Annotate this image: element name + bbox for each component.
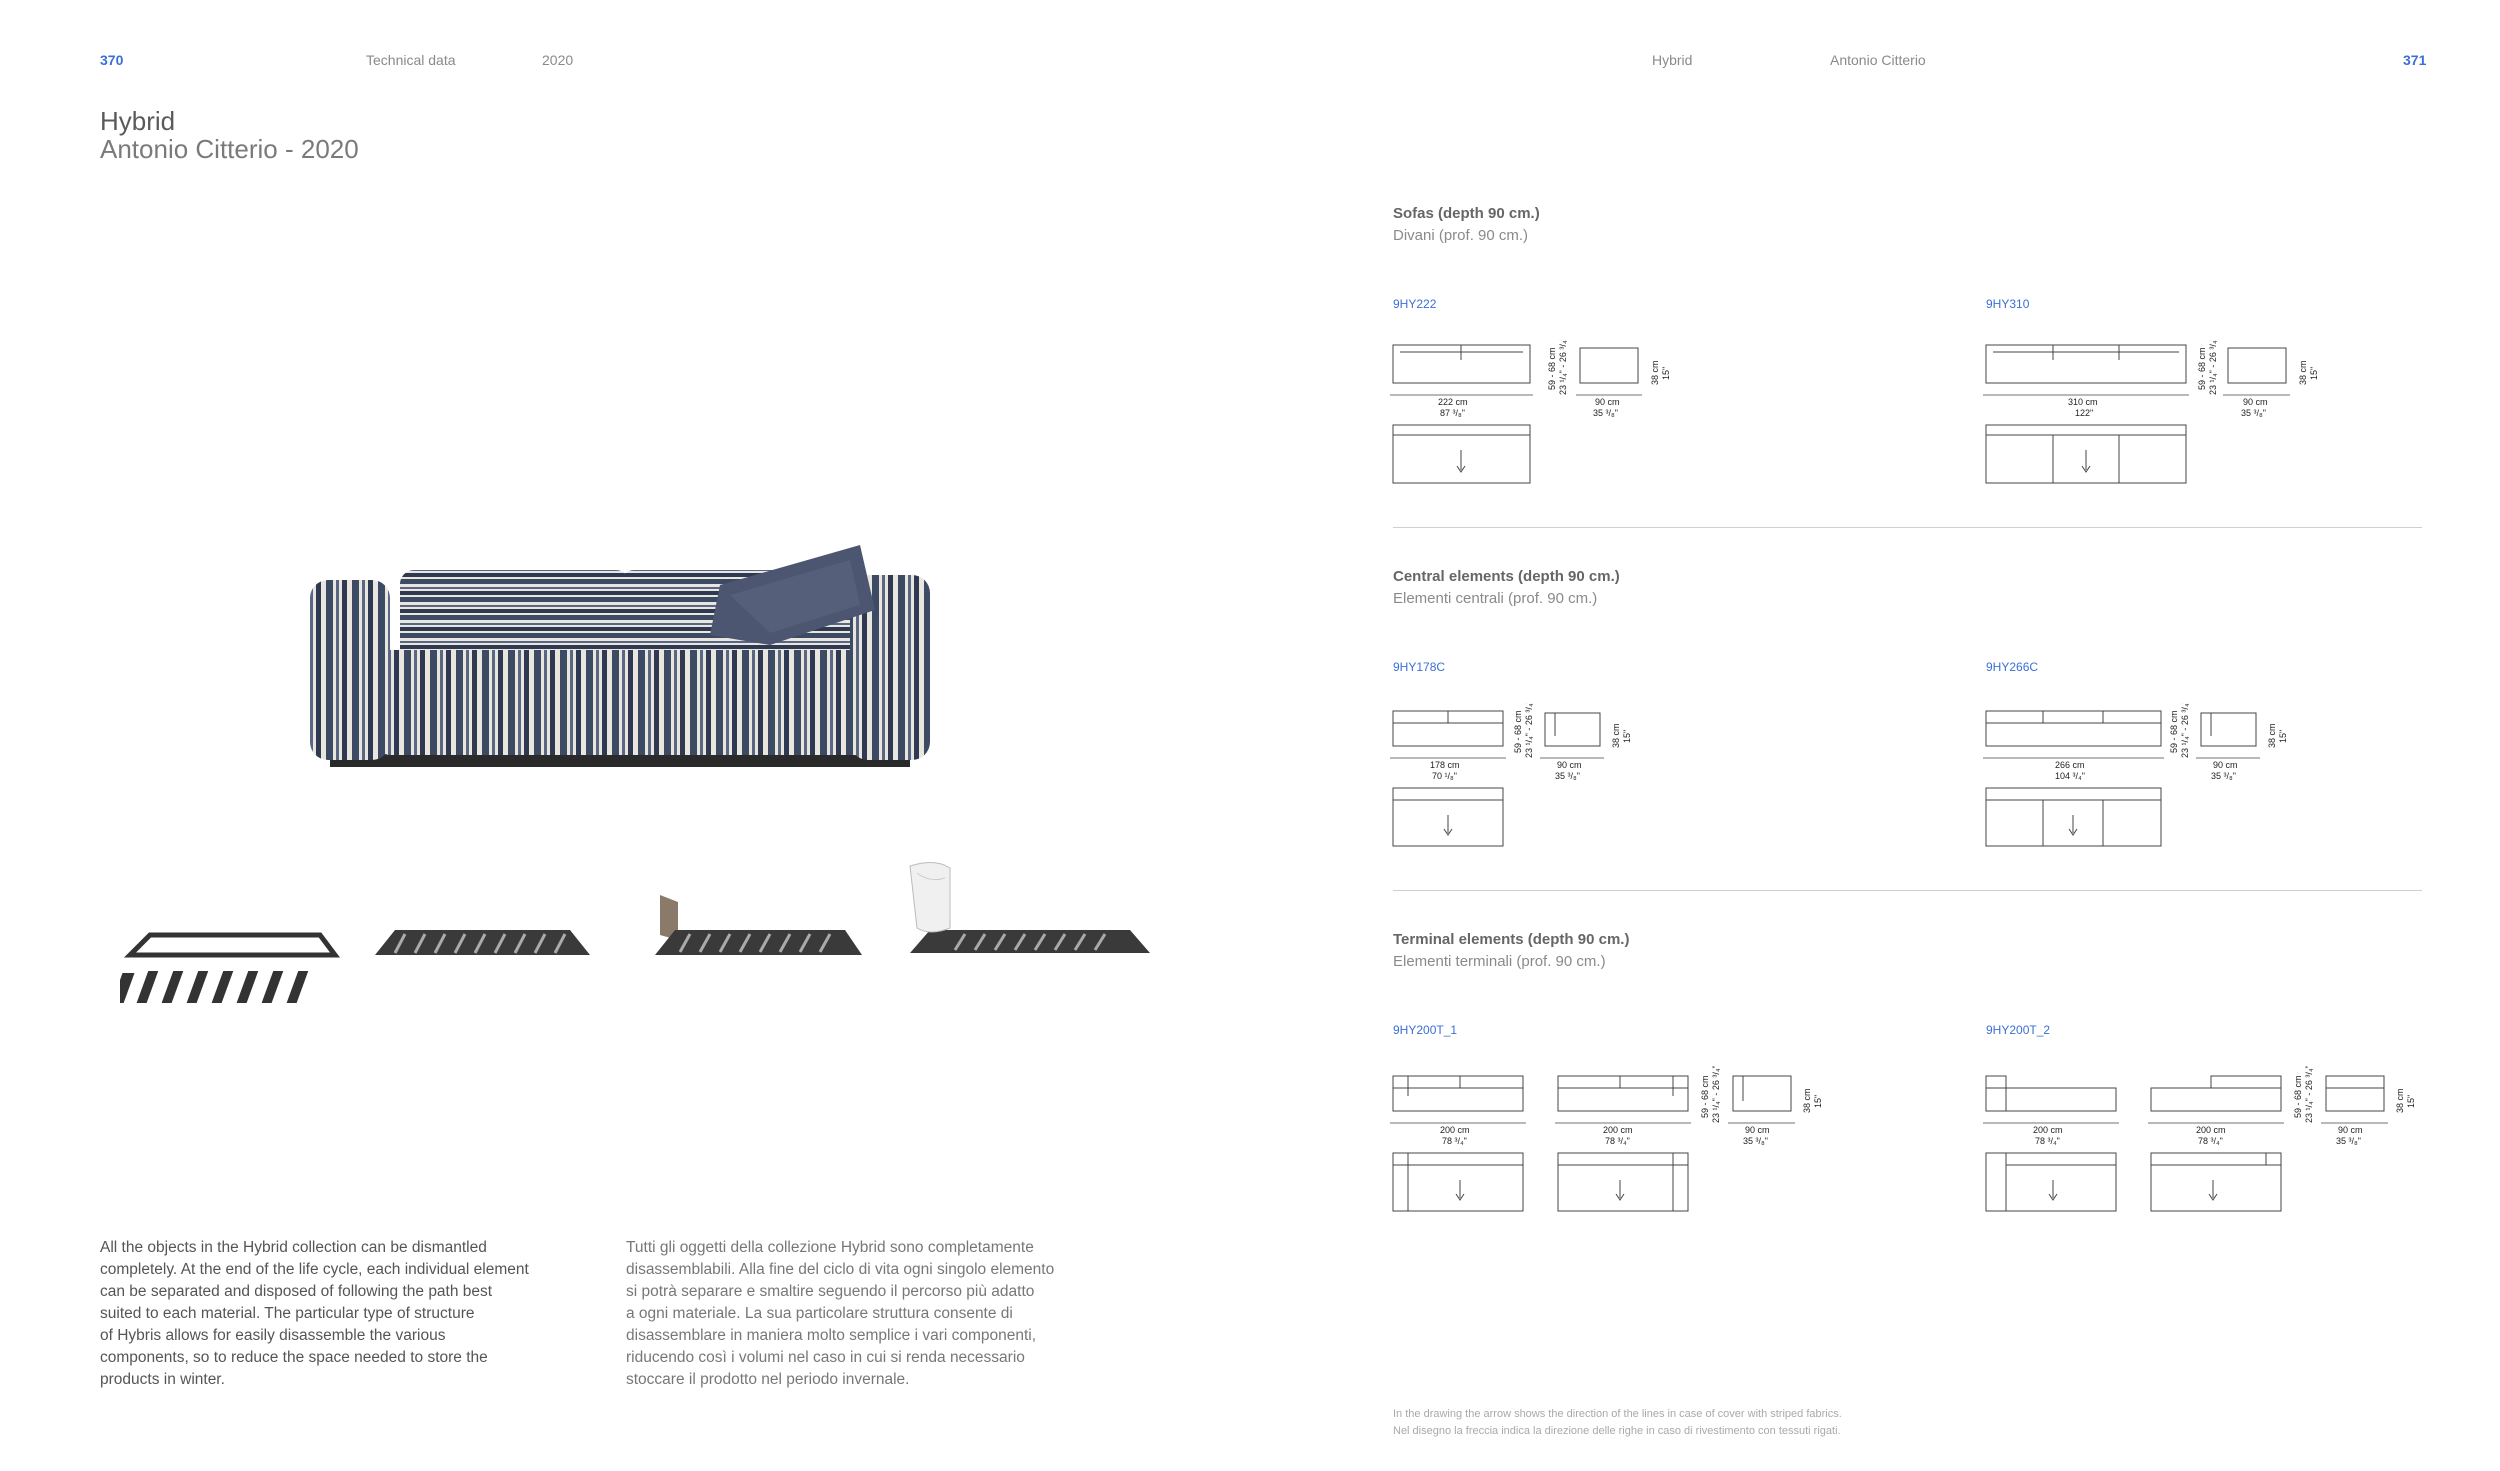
dim-depth-cm: 90 cm bbox=[2213, 760, 2238, 770]
page-subtitle: Antonio Citterio - 2020 bbox=[100, 134, 359, 164]
text-line: riducendo così i volumi nel caso in cui si renda necessario bbox=[626, 1349, 1025, 1366]
dim-width-in: 122" bbox=[2075, 408, 2094, 418]
dim-width-cm: 178 cm bbox=[1430, 760, 1460, 770]
text-line: can be separated and disposed of following the path best bbox=[100, 1283, 493, 1300]
drawing-9HY200T-1 bbox=[1390, 1066, 1840, 1216]
dim-seat-cm: 38 cm bbox=[2395, 1088, 2405, 1113]
dim-width-in: 78 ³/₄" bbox=[2198, 1136, 2223, 1146]
dim-depth-in: 35 ³/₈" bbox=[2336, 1136, 2361, 1146]
dim-depth-cm: 90 cm bbox=[1745, 1125, 1770, 1135]
dim-width-cm: 310 cm bbox=[2068, 397, 2098, 407]
dim-width-cm: 222 cm bbox=[1438, 397, 1468, 407]
dim-height-in: 23 ¹/₄" - 26 ³/₄" bbox=[1711, 1066, 1721, 1123]
dim-height-in: 23 ¹/₄" - 26 ³/₄" bbox=[1524, 703, 1534, 758]
dim-seat-in: 15" bbox=[1813, 1094, 1823, 1108]
footnote-italian: Nel disegno la freccia indica la direzione delle righe in caso di rivestimento con tessuti rigati. bbox=[1393, 1425, 1841, 1437]
dim-width-cm: 200 cm bbox=[2196, 1125, 2226, 1135]
dim-seat-cm: 38 cm bbox=[1611, 723, 1621, 748]
product-code: 9HY222 bbox=[1393, 297, 1437, 311]
description-english bbox=[100, 1237, 590, 1391]
text-line: si potrà separare e smaltire seguendo il percorso più adatto bbox=[626, 1283, 1035, 1300]
text-line: disassemblare in maniera molto semplice i vari componenti, bbox=[626, 1327, 1037, 1344]
header-section: Technical data bbox=[366, 52, 456, 68]
dim-width-in: 70 ¹/₈" bbox=[1432, 771, 1457, 781]
dim-depth-in: 35 ³/₈" bbox=[2211, 771, 2236, 781]
text-line: suited to each material. The particular type of structure bbox=[100, 1305, 475, 1322]
right-page-number: 371 bbox=[2403, 52, 2427, 68]
frame-cushion-photo bbox=[905, 858, 1155, 963]
product-code: 9HY178C bbox=[1393, 660, 1446, 674]
dim-width-in: 78 ³/₄" bbox=[1442, 1136, 1467, 1146]
text-line: of Hybris allows for easily disassemble the various bbox=[100, 1327, 446, 1344]
page-title: Hybrid bbox=[100, 106, 176, 136]
drawing-9HY310 bbox=[1983, 340, 2343, 490]
dim-depth-cm: 90 cm bbox=[2338, 1125, 2363, 1135]
section-title-terminal: Terminal elements (depth 90 cm.) bbox=[1393, 931, 1630, 948]
dim-height-cm: 59 - 68 cm bbox=[1700, 1075, 1710, 1118]
dim-width-cm: 200 cm bbox=[1440, 1125, 1470, 1135]
product-code: 9HY200T_1 bbox=[1393, 1023, 1458, 1037]
left-page-number: 370 bbox=[100, 52, 124, 68]
section-subtitle-sofas: Divani (prof. 90 cm.) bbox=[1393, 227, 1529, 244]
product-code: 9HY310 bbox=[1986, 297, 2030, 311]
frame-backrest-photo bbox=[650, 890, 865, 965]
header-year: 2020 bbox=[542, 52, 574, 68]
section-subtitle-central: Elementi centrali (prof. 90 cm.) bbox=[1393, 590, 1598, 607]
dim-height-cm: 59 - 68 cm bbox=[2197, 347, 2207, 390]
text-line: completely. At the end of the life cycle, each individual element bbox=[100, 1261, 529, 1278]
product-code: 9HY200T_2 bbox=[1986, 1023, 2051, 1037]
drawing-9HY222 bbox=[1390, 340, 1690, 490]
section-divider bbox=[1393, 890, 2422, 891]
dim-depth-in: 35 ³/₈" bbox=[2241, 408, 2266, 418]
dim-depth-cm: 90 cm bbox=[2243, 397, 2268, 407]
footnote-english: In the drawing the arrow shows the direction of the lines in case of cover with striped fabrics. bbox=[1393, 1408, 1842, 1420]
dim-seat-cm: 38 cm bbox=[1802, 1088, 1812, 1113]
text-line: Tutti gli oggetti della collezione Hybrid sono completamente bbox=[626, 1239, 1034, 1256]
dim-depth-in: 35 ³/₈" bbox=[1555, 771, 1580, 781]
dim-seat-cm: 38 cm bbox=[2267, 723, 2277, 748]
text-line: disassemblabili. Alla fine del ciclo di vita ogni singolo elemento bbox=[626, 1261, 1055, 1278]
sofa-photo bbox=[300, 525, 940, 800]
text-line: components, so to reduce the space needed to store the bbox=[100, 1349, 488, 1366]
product-code: 9HY266C bbox=[1986, 660, 2039, 674]
dim-height-cm: 59 - 68 cm bbox=[1513, 710, 1523, 753]
dim-seat-in: 15" bbox=[2406, 1094, 2416, 1108]
text-line: a ogni materiale. La sua particolare struttura consente di bbox=[626, 1305, 1013, 1322]
drawing-9HY178C bbox=[1390, 703, 1650, 848]
description-italian bbox=[626, 1237, 1116, 1391]
dim-seat-in: 15" bbox=[2278, 729, 2288, 743]
dim-height-in: 23 ¹/₄" - 26 ³/₄" bbox=[1558, 340, 1568, 395]
section-subtitle-terminal: Elementi terminali (prof. 90 cm.) bbox=[1393, 953, 1606, 970]
dim-seat-cm: 38 cm bbox=[2298, 360, 2308, 385]
section-divider bbox=[1393, 527, 2422, 528]
header-designer: Antonio Citterio bbox=[1830, 52, 1926, 68]
text-line: All the objects in the Hybrid collection can be dismantled bbox=[100, 1239, 487, 1256]
dim-width-in: 87 ³/₈" bbox=[1440, 408, 1465, 418]
dim-depth-cm: 90 cm bbox=[1595, 397, 1620, 407]
dim-height-in: 23 ¹/₄" - 26 ³/₄" bbox=[2180, 703, 2190, 758]
dim-width-cm: 200 cm bbox=[2033, 1125, 2063, 1135]
dim-seat-cm: 38 cm bbox=[1650, 360, 1660, 385]
dim-height-cm: 59 - 68 cm bbox=[2169, 710, 2179, 753]
drawing-9HY200T-2 bbox=[1983, 1066, 2433, 1216]
section-title-sofas: Sofas (depth 90 cm.) bbox=[1393, 205, 1540, 222]
drawing-9HY266C bbox=[1983, 703, 2303, 848]
dim-height-cm: 59 - 68 cm bbox=[2293, 1075, 2303, 1118]
dim-width-in: 78 ³/₄" bbox=[2035, 1136, 2060, 1146]
dim-height-cm: 59 - 68 cm bbox=[1547, 347, 1557, 390]
frame-disassembled-photo bbox=[120, 925, 340, 1010]
dim-width-in: 78 ³/₄" bbox=[1605, 1136, 1630, 1146]
section-title-central: Central elements (depth 90 cm.) bbox=[1393, 568, 1620, 585]
dim-depth-cm: 90 cm bbox=[1557, 760, 1582, 770]
text-line: products in winter. bbox=[100, 1371, 225, 1388]
dim-depth-in: 35 ³/₈" bbox=[1593, 408, 1618, 418]
header-collection: Hybrid bbox=[1652, 52, 1693, 68]
dim-width-cm: 200 cm bbox=[1603, 1125, 1633, 1135]
dim-height-in: 23 ¹/₄" - 26 ³/₄" bbox=[2208, 340, 2218, 395]
dim-height-in: 23 ¹/₄" - 26 ³/₄" bbox=[2304, 1066, 2314, 1123]
text-line: stoccare il prodotto nel periodo invernale. bbox=[626, 1371, 910, 1388]
dim-width-in: 104 ³/₄" bbox=[2055, 771, 2085, 781]
dim-seat-in: 15" bbox=[2309, 366, 2319, 380]
dim-width-cm: 266 cm bbox=[2055, 760, 2085, 770]
dim-seat-in: 15" bbox=[1661, 366, 1671, 380]
dim-seat-in: 15" bbox=[1622, 729, 1632, 743]
dim-depth-in: 35 ³/₈" bbox=[1743, 1136, 1768, 1146]
frame-slats-photo bbox=[370, 925, 595, 965]
